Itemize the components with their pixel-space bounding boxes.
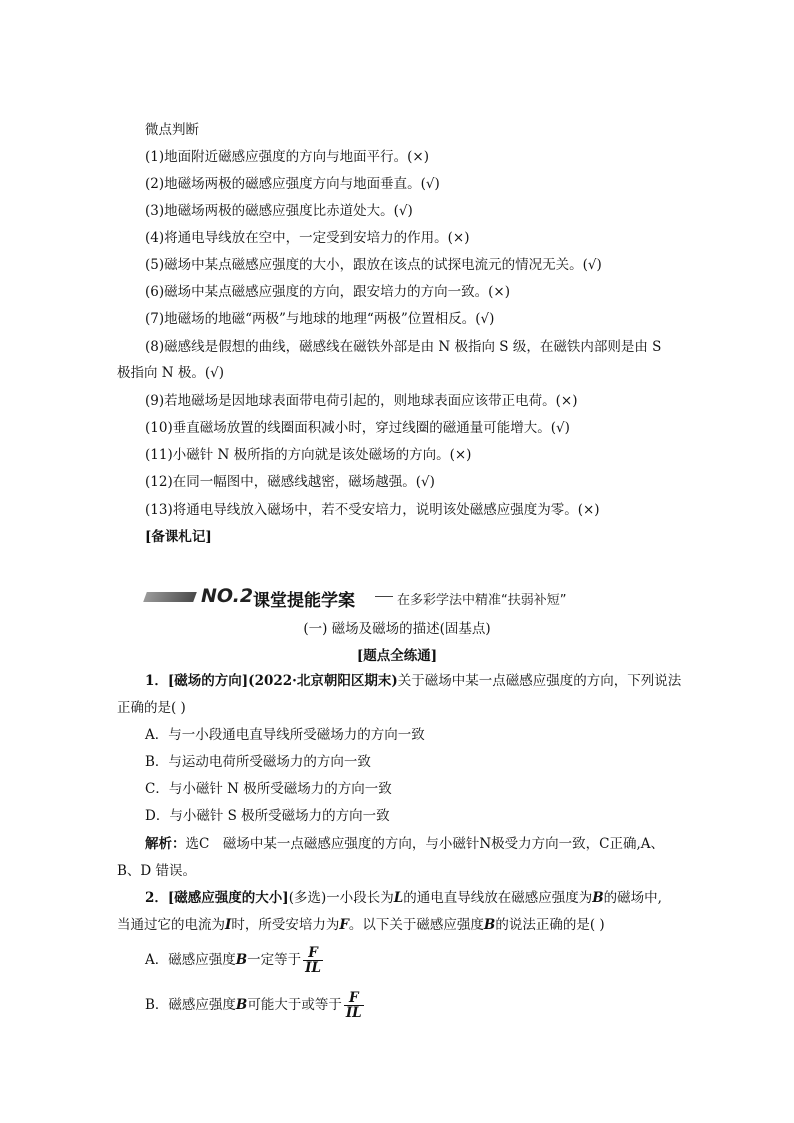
question-text: 的磁场中, bbox=[603, 890, 662, 906]
micro-item: (2)地磁场两极的磁感应强度方向与地面垂直。(√) bbox=[145, 176, 440, 192]
fraction-numerator: F bbox=[344, 991, 364, 1006]
option-a bbox=[145, 945, 323, 975]
micro-item: (11)小磁针 N 极所指的方向就是该处磁场的方向。(×) bbox=[145, 447, 472, 463]
variable-b: B bbox=[592, 890, 604, 906]
question-text: 时，所受安培力为 bbox=[231, 917, 340, 933]
option-b: B．与运动电荷所受磁场力的方向一致 bbox=[145, 754, 371, 770]
question-number: 2． bbox=[145, 890, 168, 906]
question-2-stem bbox=[145, 889, 662, 907]
question-text: (多选)一小段长为 bbox=[288, 890, 394, 906]
variable-i: I bbox=[225, 917, 232, 933]
fraction-denominator: IL bbox=[345, 1005, 362, 1021]
question-text: 关于磁场中某一点磁感应强度的方向，下列说法 bbox=[397, 673, 682, 689]
question-tag: [磁感应强度的大小] bbox=[167, 890, 289, 906]
section-subheading: [题点全练通] bbox=[356, 648, 438, 664]
micro-heading: 微点判断 bbox=[145, 122, 199, 138]
micro-item: (8)磁感线是假想的曲线，磁感线在磁铁外部是由 N 极指向 S 级，在磁铁内部则是由 S bbox=[145, 339, 662, 355]
section-title: (一) 磁场及磁场的描述(固基点) bbox=[303, 621, 491, 637]
variable-b: B bbox=[235, 997, 248, 1013]
analysis-continued: B、D 错误。 bbox=[117, 863, 197, 879]
variable-f: F bbox=[339, 917, 349, 933]
variable-b: B bbox=[483, 917, 496, 933]
micro-item: (4)将通电导线放在空中，一定受到安培力的作用。(×) bbox=[145, 230, 470, 246]
question-text: 的说法正确的是( ) bbox=[495, 917, 605, 933]
question-text: 。以下关于磁感应强度 bbox=[348, 917, 484, 933]
question-text: 的通电直导线放在磁感应强度为 bbox=[403, 890, 593, 906]
notes-label: [备课札记] bbox=[145, 529, 212, 545]
variable-l: L bbox=[393, 890, 404, 906]
fraction-denominator: IL bbox=[305, 960, 321, 976]
option-text: 一定等于 bbox=[247, 952, 302, 968]
option-text: B．磁感应强度 bbox=[145, 997, 236, 1013]
question-1-stem bbox=[145, 672, 681, 690]
question-number: 1． bbox=[145, 673, 168, 689]
micro-item: (3)地磁场两极的磁感应强度比赤道处大。(√) bbox=[145, 203, 413, 219]
variable-b: B bbox=[235, 952, 248, 968]
question-2-stem-continued bbox=[117, 916, 605, 934]
micro-item: (10)垂直磁场放置的线圈面积减小时，穿过线圈的磁通量可能增大。(√) bbox=[145, 420, 570, 436]
option-text: 可能大于或等于 bbox=[247, 997, 342, 1013]
fraction-f-over-il bbox=[344, 991, 364, 1020]
micro-item: (5)磁场中某点磁感应强度的大小，跟放在该点的试探电流元的情况无关。(√) bbox=[145, 257, 602, 273]
option-d: D．与小磁针 S 极所受磁场力的方向一致 bbox=[145, 808, 390, 824]
question-tag: [磁场的方向](2022·北京朝阳区期末) bbox=[167, 673, 398, 689]
fraction-f-over-il bbox=[303, 946, 323, 975]
banner-dash bbox=[375, 596, 393, 597]
analysis-text: 选C 磁场中某一点磁感应强度的方向，与小磁针N极受力方向一致，C正确,A、 bbox=[185, 836, 665, 852]
section-banner bbox=[145, 585, 625, 611]
banner-subtitle: 在多彩学法中精准“扶弱补短” bbox=[397, 593, 567, 608]
micro-item: (1)地面附近磁感应强度的方向与地面平行。(×) bbox=[145, 149, 429, 165]
micro-item-continued: 极指向 N 极。(√) bbox=[117, 365, 225, 381]
option-text: A．磁感应强度 bbox=[145, 952, 236, 968]
micro-item: (12)在同一幅图中，磁感线越密，磁场越强。(√) bbox=[145, 474, 435, 490]
micro-item: (9)若地磁场是因地球表面带电荷引起的，则地球表面应该带正电荷。(×) bbox=[145, 393, 578, 409]
question-1-stem-continued: 正确的是( ) bbox=[117, 700, 186, 716]
question-text: 当通过它的电流为 bbox=[117, 917, 225, 933]
option-c: C．与小磁针 N 极所受磁场力的方向一致 bbox=[145, 781, 392, 797]
banner-number: NO.2 bbox=[201, 585, 254, 607]
analysis-label: 解析： bbox=[145, 836, 186, 852]
analysis bbox=[145, 835, 664, 853]
option-a: A．与一小段通电直导线所受磁场力的方向一致 bbox=[145, 727, 425, 743]
banner-title: 课堂提能学案 bbox=[253, 591, 355, 611]
micro-item: (13)将通电导线放入磁场中，若不受安培力，说明该处磁感应强度为零。(×) bbox=[145, 502, 600, 518]
micro-item: (7)地磁场的地磁“两极”与地球的地理“两极”位置相反。(√) bbox=[145, 311, 495, 327]
option-b bbox=[145, 990, 364, 1020]
micro-item: (6)磁场中某点磁感应强度的方向，跟安培力的方向一致。(×) bbox=[145, 284, 510, 300]
banner-stripe bbox=[143, 592, 197, 602]
fraction-numerator: F bbox=[303, 946, 323, 961]
